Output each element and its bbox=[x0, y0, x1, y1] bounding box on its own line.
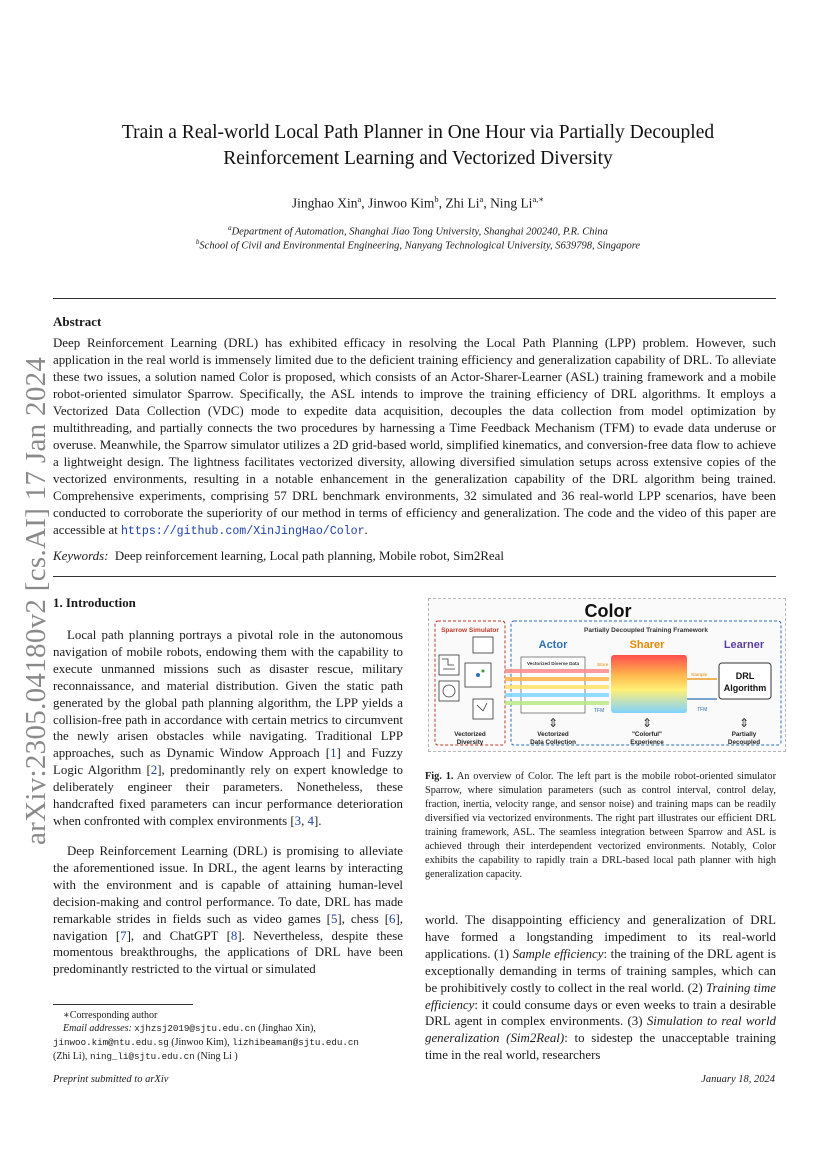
map-thumb-icon bbox=[473, 699, 493, 719]
text-run: ], predominantly rely on expert knowledge to deliberately engineer their parameters. Nonetheless, these handcrafted fixed parameters can incur performance deterioration when confronted with complex environments [ bbox=[53, 763, 403, 828]
text-run: ], navigation [ bbox=[53, 911, 403, 943]
figure-bottom-label: Diversity bbox=[456, 739, 484, 746]
caption-label: Fig. 1. bbox=[425, 771, 454, 782]
citation-link[interactable]: 6 bbox=[389, 911, 396, 926]
robot-icon bbox=[476, 673, 480, 677]
up-down-arrow-icon: ⇕ bbox=[641, 716, 653, 730]
sharer-label: Sharer bbox=[629, 639, 665, 651]
figure-bottom-label: Vectorized bbox=[454, 731, 486, 738]
algorithm-label: Algorithm bbox=[723, 683, 767, 693]
section-heading: 1. Introduction bbox=[53, 596, 136, 610]
abstract-heading: Abstract bbox=[53, 314, 102, 329]
text-run: Deep Reinforcement Learning (DRL) is promising to alleviate the aforementioned issue. In DRL, the agent learns by interacting with the environment and is capable of attaining human-level decision-making and control performance. To date, DRL has made remarkable strides in fields such as video games [ bbox=[53, 844, 403, 926]
keywords-text: Deep reinforcement learning, Local path planning, Mobile robot, Sim2Real bbox=[114, 549, 504, 563]
affiliation-text: Department of Automation, Shanghai Jiao Tong University, Shanghai 200240, P.R. China bbox=[231, 226, 608, 238]
text-run: : to sidestep the unacceptable training time in the real world, researchers bbox=[425, 1031, 777, 1063]
up-down-arrow-icon: ⇕ bbox=[547, 716, 559, 730]
title-line-1: Train a Real-world Local Path Planner in One Hour via Partially Decoupled bbox=[121, 122, 715, 143]
author-name: Zhi Li bbox=[445, 195, 480, 211]
author-sup: a bbox=[357, 194, 362, 204]
tfm-label: TFM bbox=[697, 707, 708, 713]
text-run: ] and Fuzzy Logic Algorithm [ bbox=[53, 746, 403, 778]
sharer-buffer bbox=[611, 655, 687, 713]
figure-1 bbox=[428, 598, 786, 752]
footnote-corresponding bbox=[53, 1009, 403, 1023]
abstract-end: . bbox=[364, 523, 368, 537]
data-stream bbox=[505, 701, 609, 705]
drl-label: DRL bbox=[735, 671, 755, 681]
citation-link[interactable]: 5 bbox=[330, 911, 338, 926]
text-run: ], and ChatGPT [ bbox=[126, 928, 231, 943]
header-divider bbox=[53, 298, 776, 299]
citation-link[interactable]: 3 bbox=[294, 813, 302, 828]
arxiv-stamp: arXiv:2305.04180v2 [cs.AI] 17 Jan 2024 bbox=[20, 356, 52, 845]
email-address[interactable]: jinwoo.kim@ntu.edu.sg bbox=[53, 1037, 169, 1048]
learner-label: Learner bbox=[723, 639, 765, 651]
map-thumb-icon bbox=[473, 637, 493, 653]
affiliation-b bbox=[60, 238, 776, 252]
intro-paragraph-2 bbox=[53, 843, 403, 978]
store-label: Store bbox=[597, 663, 609, 668]
corresponding-author: ∗Corresponding author bbox=[63, 1010, 158, 1021]
citation-link[interactable]: 7 bbox=[120, 928, 127, 943]
email-owner: (Ning Li ) bbox=[194, 1051, 238, 1062]
figure-1-diagram bbox=[429, 599, 787, 753]
drl-algorithm-box bbox=[719, 663, 771, 699]
affiliation-a bbox=[60, 224, 776, 238]
citation-link[interactable]: 1 bbox=[330, 746, 337, 761]
figure-bottom-label: Decoupled bbox=[727, 739, 761, 746]
text-run: Local path planning portrays a pivotal role in the autonomous navigation of mobile robots, endowing them with the capability to execute unmanned missions such as disaster rescue, military reconnaissance, and material distribution. Given the static path generated by the global path planning algorithm, the LPP yields a collision-free path in accordance with certain metrics to circumvent the newly arisen obstacles while navigating. Traditional LPP approaches, such as Dynamic Window Approach [ bbox=[53, 628, 403, 761]
author-name: Jinghao Xin bbox=[291, 195, 358, 211]
abstract-body bbox=[53, 335, 776, 540]
goal-icon bbox=[482, 670, 485, 673]
author-name: Jinwoo Kim bbox=[368, 195, 435, 211]
figure-bottom-label: Experience bbox=[630, 739, 664, 746]
email-address[interactable]: lizhibeaman@sjtu.edu.cn bbox=[232, 1037, 359, 1048]
right-column-paragraph bbox=[425, 912, 776, 1064]
sample-label: Sample bbox=[691, 673, 708, 678]
intro-paragraph-1 bbox=[53, 627, 403, 830]
author-sup: b bbox=[434, 194, 439, 204]
tfm-label: TFM bbox=[594, 708, 605, 714]
up-down-arrow-icon: ⇕ bbox=[738, 716, 750, 730]
footer-date: January 18, 2024 bbox=[701, 1074, 775, 1085]
citation-link[interactable]: 2 bbox=[150, 763, 158, 778]
text-run: ], chess [ bbox=[337, 911, 390, 926]
author-sup: a,∗ bbox=[532, 194, 545, 204]
email-owner: (Zhi Li), bbox=[53, 1051, 90, 1062]
text-run: world. The disappointing efficiency and generalization of DRL have formed a longstanding impediment to its real-world applications. (1) bbox=[425, 913, 776, 961]
vectorized-data-label: Vectorized Diverse Data bbox=[526, 661, 580, 666]
keywords bbox=[53, 549, 504, 564]
email-owner: (Jinwoo Kim), bbox=[168, 1037, 233, 1048]
affiliation-text: School of Civil and Environmental Engineering, Nanyang Technological University, S639798, Singapore bbox=[199, 240, 641, 252]
caption-text: An overview of Color. The left part is the mobile robot-oriented simulator Sparrow, where simulation parameters (such as control interval, control delay, fraction, inertia, velocity range, and sensor noise) and training maps can be readily diversified via vectorized environments. The right part illustrates our efficient DRL training framework, ASL. The seamless integration between Sparrow and ASL is achieved through their interdependent vectorized environments. Notably, Color exhibits the capability to rapidly train a DRL-based local path planner with high generalization capacity. bbox=[425, 771, 776, 880]
abstract-text: Deep Reinforcement Learning (DRL) has exhibited efficacy in resolving the Local Path Planning (LPP) problem. However, such application in the real world is immensely limited due to the deficient training efficiency and generalization capability of DRL. To alleviate these two issues, a solution named Color is proposed, which consists of an Actor-Sharer-Learner (ASL) training framework and a mobile robot-oriented simulator Sparrow. Specifically, the ASL intends to improve the training efficiency of DRL algorithms. It employs a Vectorized Data Collection (VDC) mode to expedite data acquisition, decouples the data collection from model optimization by multithreading, and partially connects the two procedures by harnessing a Time Feedback Mechanism (TFM) to evade data underuse or overuse. Meanwhile, the Sparrow simulator utilizes a 2D grid-based world, simplified kinematics, and conversion-free data flow to achieve a lightweight design. The lightness facilitates vectorized diversity, allowing diversified simulation setups across extensive copies of the vectorized environments, resulting in a notable enhancement in the generalization capability of the DRL algorithm being trained. Comprehensive experiments, comprising 57 DRL benchmark environments, 32 simulated and 36 real-world LPP scenarios, have been conducted to corroborate the superiority of our method in terms of efficiency and generalization. The code and the video of this paper are accessible at bbox=[53, 336, 776, 537]
map-thumb-icon bbox=[439, 681, 459, 701]
data-stream bbox=[505, 669, 609, 673]
map-thumbnails bbox=[439, 637, 493, 719]
abstract-divider bbox=[53, 576, 776, 577]
author-name: Ning Li bbox=[490, 195, 533, 211]
text-run: : it could consume days or even weeks to train a desirable DRL agent in complex environments. (3) bbox=[425, 997, 776, 1029]
text-run: : the training of the DRL agent is exceptionally demanding in terms of training samples, which can be prohibitively costly to collect in the real world. (2) bbox=[425, 946, 776, 995]
italic-term: Simulation to real world generalization (Sim2Real) bbox=[425, 1014, 776, 1046]
figure-bottom-label: Partially bbox=[731, 731, 757, 738]
author-sup: a bbox=[479, 194, 484, 204]
text-run: , bbox=[301, 813, 308, 828]
affiliation-sup: a bbox=[228, 224, 232, 232]
actor-label: Actor bbox=[538, 639, 568, 651]
email-label: Email addresses: bbox=[63, 1023, 132, 1034]
figure-bottom-label: Data Collection bbox=[530, 739, 576, 746]
footnote-emails bbox=[53, 1022, 403, 1064]
title-line-2: Reinforcement Learning and Vectorized Diversity bbox=[223, 148, 613, 169]
email-address[interactable]: xjhzsj2019@sjtu.edu.cn bbox=[134, 1023, 256, 1034]
email-address[interactable]: ning_li@sjtu.edu.cn bbox=[89, 1051, 195, 1062]
author-list: Jinghao Xin$^a$, Jinwoo Kim$^b$, Zhi Li$^a$, Ning $Li^{a,∗}$ bbox=[291, 194, 545, 211]
citation-link[interactable]: 8 bbox=[230, 928, 238, 943]
italic-term: Sample efficiency bbox=[512, 946, 604, 961]
text-run: ]. bbox=[314, 813, 322, 828]
affiliation-sup: b bbox=[195, 238, 200, 246]
text-run: ]. Nevertheless, despite these momentous breakthroughs, the applications of DRL have been predominantly restricted to the virtual or simulated bbox=[53, 928, 403, 977]
data-stream bbox=[505, 685, 609, 689]
email-owner: (Jinghao Xin), bbox=[255, 1023, 316, 1034]
paper-title bbox=[60, 120, 776, 172]
figure-bottom-label: "Colorful" bbox=[631, 731, 663, 738]
footer-preprint: Preprint submitted to arXiv bbox=[53, 1074, 169, 1085]
sparrow-label: Sparrow Simulator bbox=[441, 627, 499, 634]
figure-caption bbox=[425, 770, 776, 882]
figure-main-title: Color bbox=[584, 601, 632, 621]
citation-link[interactable]: 4 bbox=[307, 813, 314, 828]
data-stream bbox=[505, 693, 609, 697]
keywords-label: Keywords: bbox=[53, 549, 109, 563]
italic-term: Training time efficiency bbox=[425, 980, 776, 1012]
footnote-rule bbox=[53, 1004, 193, 1005]
data-stream bbox=[505, 677, 609, 681]
framework-label: Partially Decoupled Training Framework bbox=[584, 627, 708, 634]
code-link[interactable]: https://github.com/XinJingHao/Color bbox=[121, 525, 365, 538]
figure-bottom-label: Vectorized bbox=[537, 731, 569, 738]
